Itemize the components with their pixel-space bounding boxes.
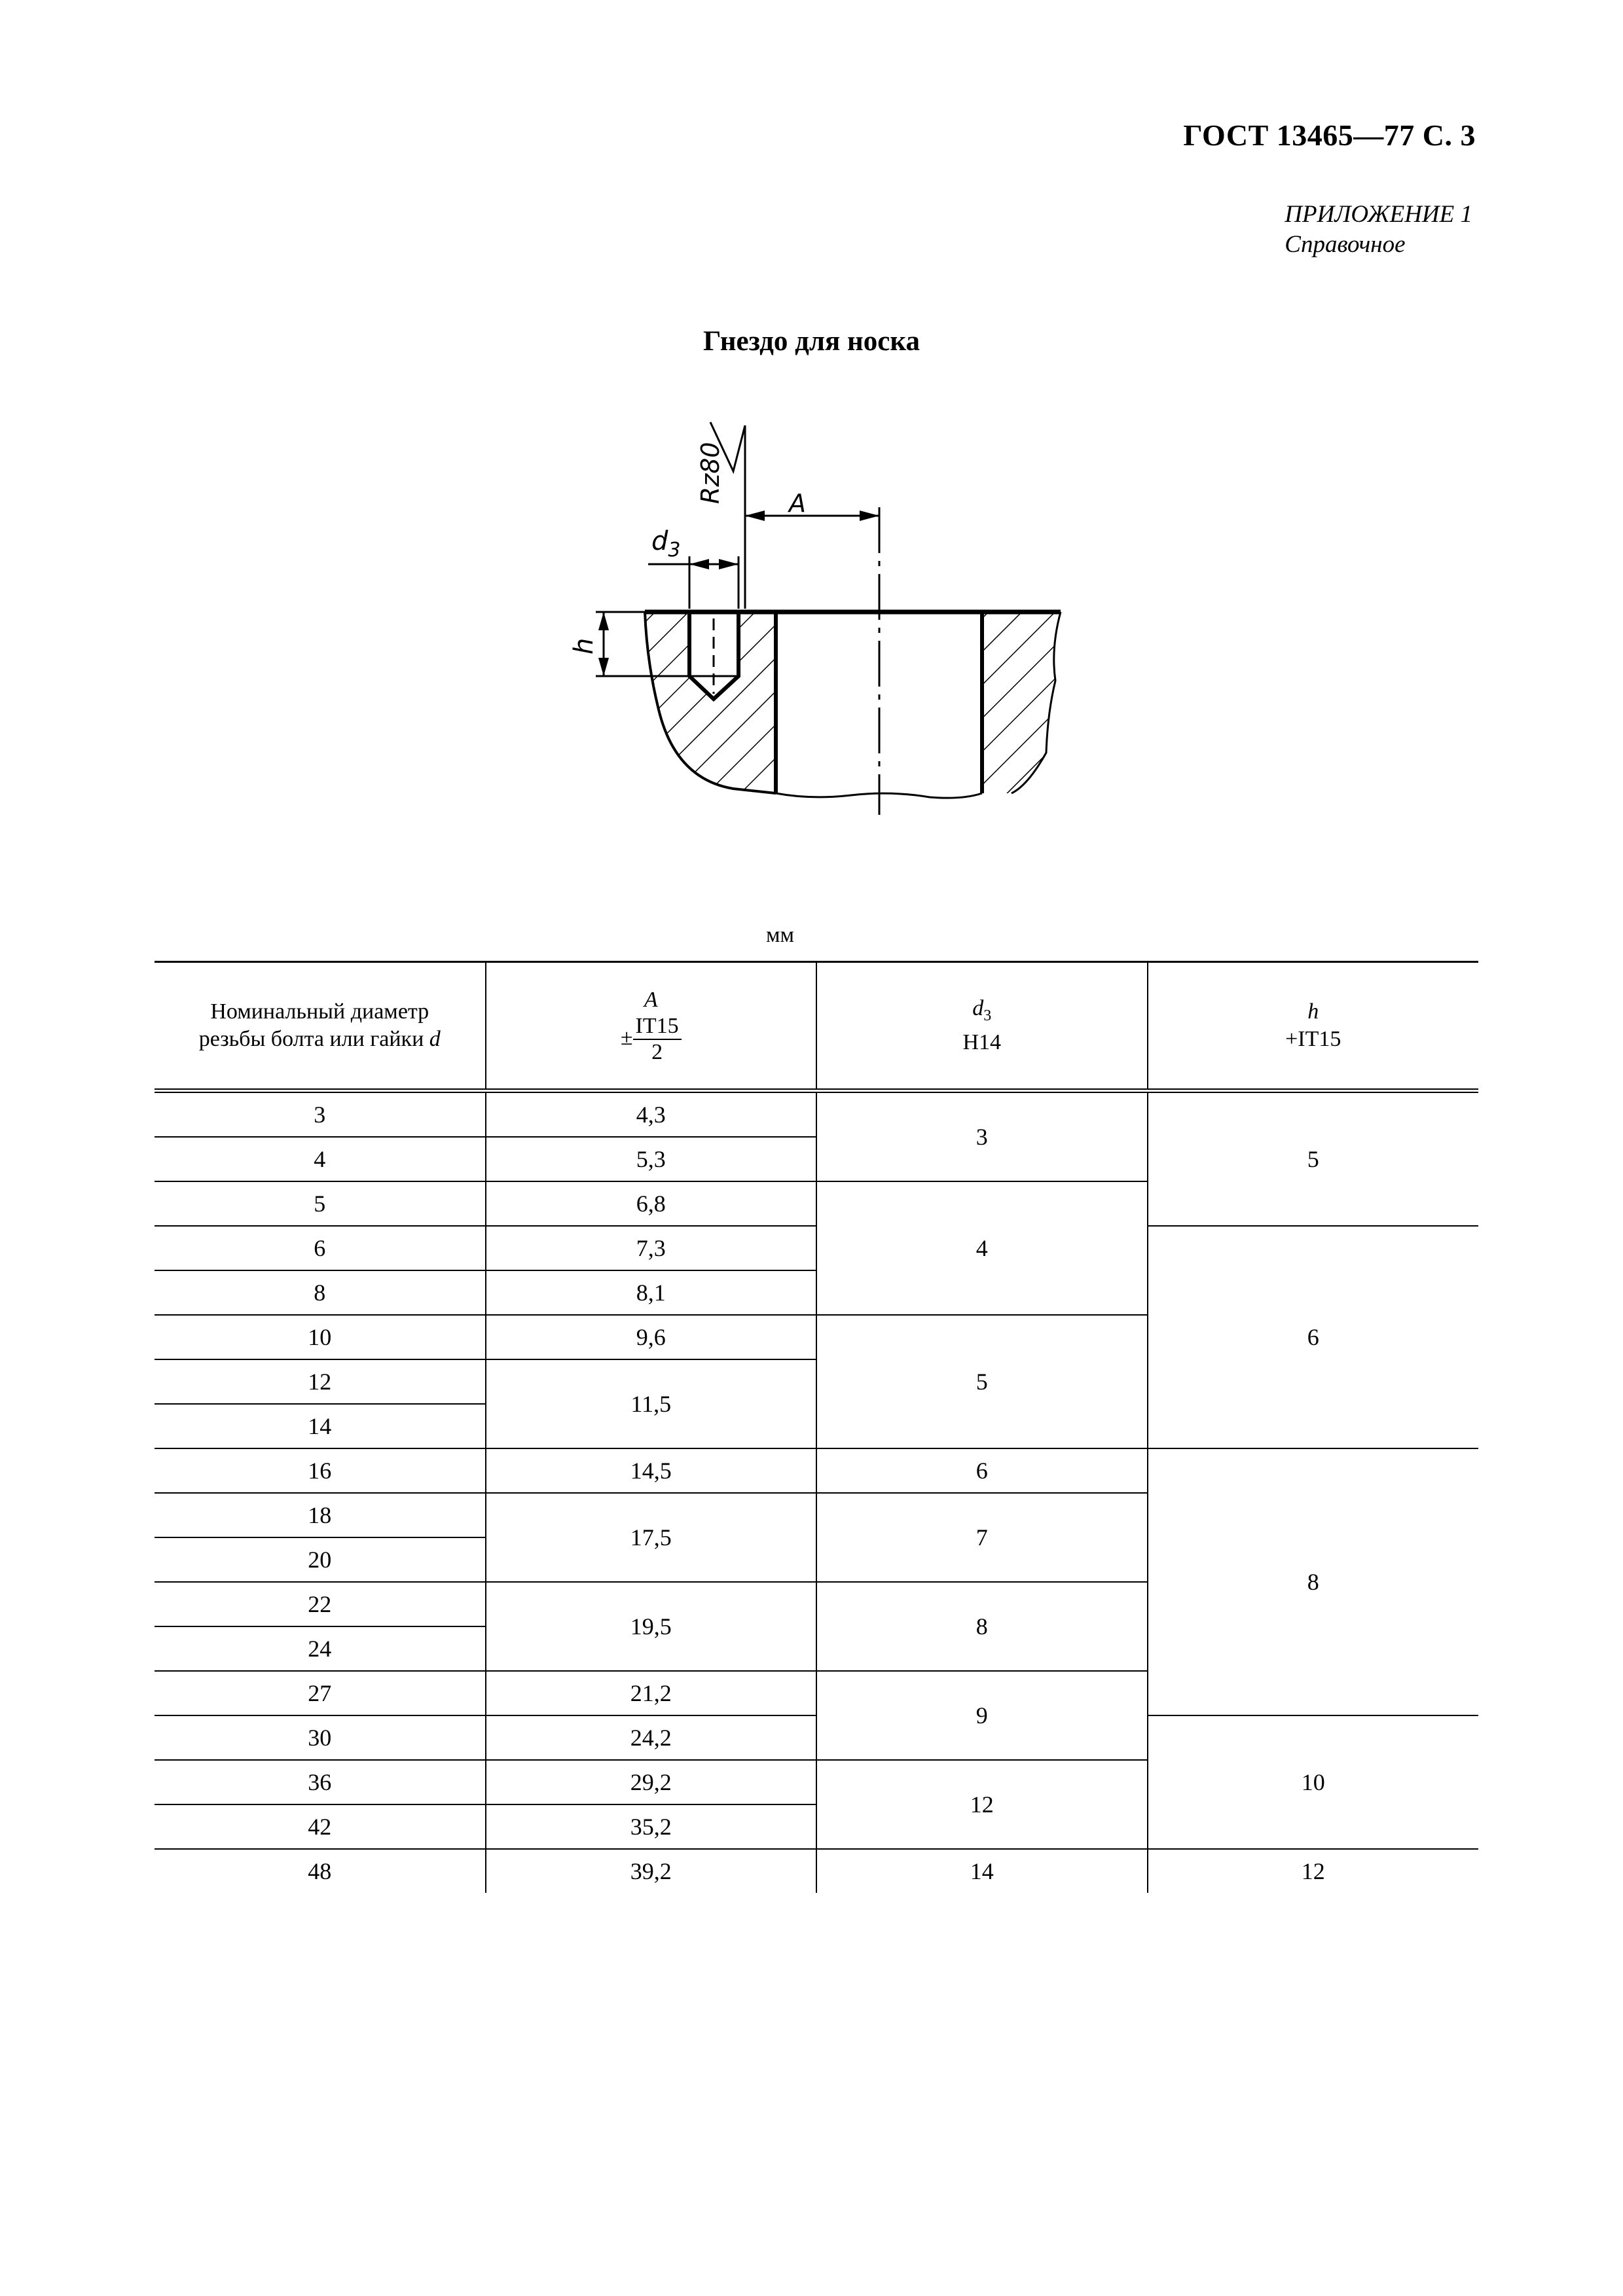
cell-a: 5,3 [486,1137,817,1181]
cell-a: 7,3 [486,1226,817,1270]
cell-d3: 9 [816,1671,1148,1760]
cell-a: 19,5 [486,1582,817,1671]
cell-h: 8 [1148,1448,1479,1715]
header-nominal-diameter: Номинальный диаметр резьбы болта или гайки d [155,962,486,1091]
cell-d: 48 [308,1858,332,1884]
cell-d: 24 [155,1626,486,1671]
dim-h-label: h [569,637,599,655]
cell-d: 8 [155,1270,486,1315]
cell-d: 12 [155,1359,486,1404]
cell-d3: 14 [816,1849,1148,1893]
page-header: ГОСТ 13465—77 С. 3 [1183,118,1476,152]
cell-a: 6,8 [486,1181,817,1226]
cell-a: 8,1 [486,1270,817,1315]
technical-drawing [0,0,1623,851]
table-row [155,1091,1478,1138]
cell-a: 14,5 [486,1448,817,1493]
cell-a: 4,3 [486,1091,817,1138]
cell-d3: 12 [816,1760,1148,1849]
cell-a: 39,2 [486,1849,817,1893]
cell-a: 17,5 [486,1493,817,1582]
cell-d: 14 [155,1404,486,1448]
cell-d3: 5 [816,1315,1148,1448]
cell-d: 4 [155,1137,486,1181]
cell-d: 36 [155,1760,486,1804]
right-section-hatch [982,612,1061,793]
cell-h: 10 [1148,1715,1479,1849]
header-a: A ± $\frac{IT15}{2}$ [486,962,817,1091]
cell-a: 29,2 [486,1760,817,1804]
cell-d: 30 [155,1715,486,1760]
cell-d3: 8 [816,1582,1148,1671]
cell-d: 5 [155,1181,486,1226]
cell-d: 20 [155,1537,486,1582]
cell-d3: 3 [816,1091,1148,1182]
appendix-type: Справочное [1285,231,1406,258]
cell-a: 24,2 [486,1715,817,1760]
figure-title: Гнездо для носка [703,326,920,357]
cell-h: 6 [1148,1226,1479,1448]
cell-a: 21,2 [486,1671,817,1715]
cell-d: 42 [155,1804,486,1849]
table-row [155,1849,1478,1893]
cell-d: 18 [155,1493,486,1537]
cell-d3: 4 [816,1181,1148,1315]
cell-d: 22 [155,1582,486,1626]
cell-d3: 6 [816,1448,1148,1493]
cell-d3: 7 [816,1493,1148,1582]
cell-d: 10 [155,1315,486,1359]
cell-d: 16 [155,1448,486,1493]
cell-a: 9,6 [486,1315,817,1359]
cell-a: 11,5 [486,1359,817,1448]
cell-d: 6 [155,1226,486,1270]
appendix-label: ПРИЛОЖЕНИЕ 1 [1285,201,1472,228]
dimensions-table [155,961,1478,1893]
dim-a-label: A [789,489,806,518]
header-h: h +IT15 [1148,962,1479,1091]
roughness-label: Rz80 [696,442,725,504]
table-row [155,1448,1478,1493]
cell-d: 27 [155,1671,486,1715]
cell-h: 12 [1148,1849,1479,1893]
dim-d3-label: $d_3$ [651,526,681,562]
cell-d: 3 [155,1091,486,1138]
header-d3: $d_3$ H14 [816,962,1148,1091]
cell-a: 35,2 [486,1804,817,1849]
cell-h: 5 [1148,1091,1479,1227]
unit-label: мм [766,923,795,947]
table-header-row [155,962,1478,1091]
